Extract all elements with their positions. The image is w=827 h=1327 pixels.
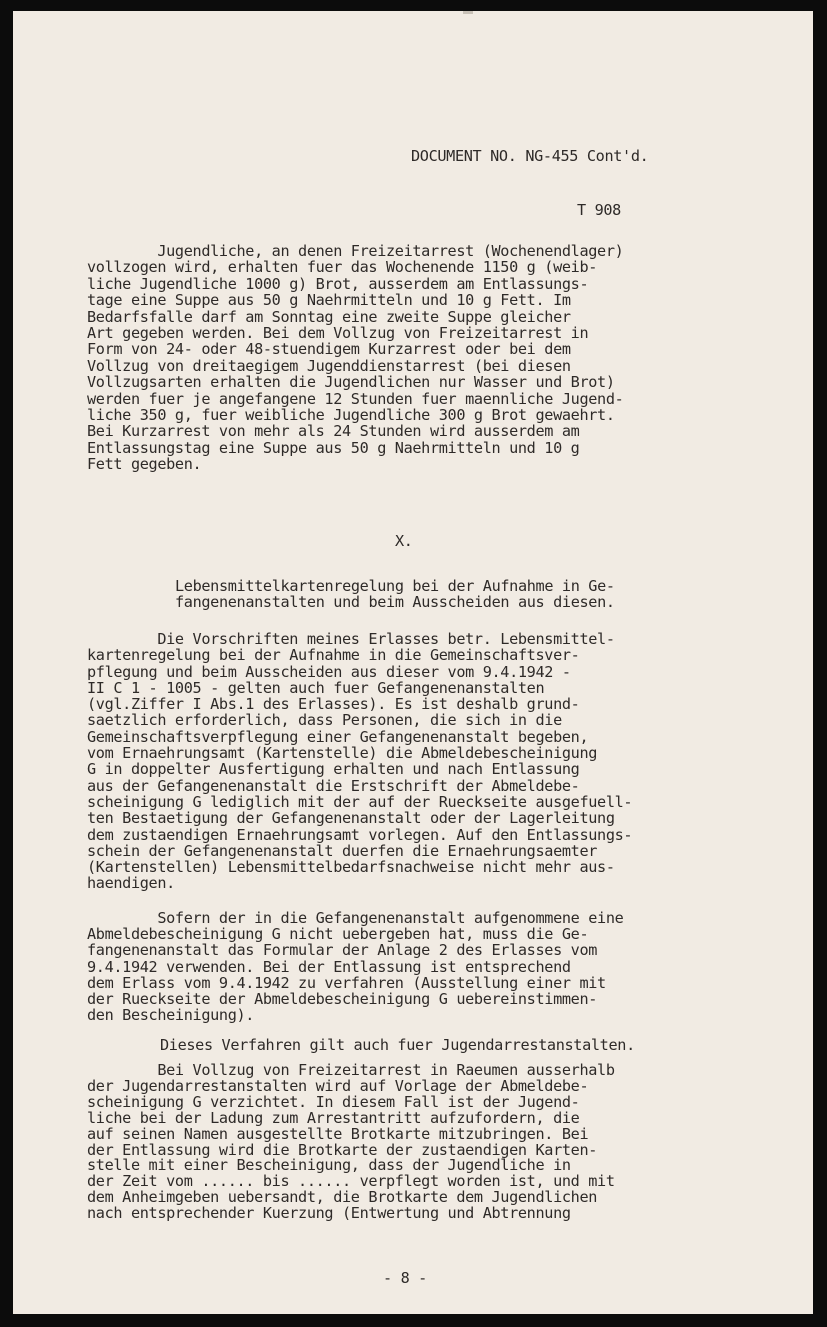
paragraph-ration-card-rules: Die Vorschriften meines Erlasses betr. Lebensmittel- kartenregelung bei der Aufnahme in die Gemeinschaftsver- pflegung und beim Ausscheiden aus dieser vom 9.4.1942 - II C 1 - 1005 - gelten auch fuer Gefangenenanstalten (vgl.Ziffer I Abs.1 des Erlasses). Es ist deshalb grund- saetzlich erforderlich, dass Personen, die sich in die Gemeinschaftsverpflegung einer Gefangenenanstalt begeben, vom Ernaehrungsamt (Kartenstelle) die Abmeldebescheinigung G in doppelter Ausfertigung erhalten und nach Entlassung aus der Gefangenenanstalt die Erstschrift der Abmeldebe- scheinigung G lediglich mit der auf der Rueckseite ausgefuell- ten Bestaetigung der Gefangenenanstalt oder der Lagerleitung dem zustaendigen Ernaehrungsamt vorlegen. Auf den Entlassungs- schein der Gefangenenanstalt duerfen die Ernaehrungsaemter (Kartenstellen) Lebensmittelbedarfsnachweise nicht mehr aus- haendigen. — [87, 630, 633, 893]
page-number: - 8 - — [383, 1269, 427, 1287]
paragraph-youth-rations: Jugendliche, an denen Freizeitarrest (Wochenendlager) vollzogen wird, erhalten fuer das Wochenende 1150 g (weib- liche Jugendliche 1000 g) Brot, ausserdem am Entlassungs- tage eine Suppe aus 50 g Naehrmitteln und 10 g Fett. Im Bedarfsfalle darf am Sonntag eine zweite Suppe gleicher Art gegeben werden. Bei dem Vollzug von Freizeitarrest in Form von 24- oder 48-stuendigem Kurzarrest oder bei dem Vollzug von dreitaegigem Jugenddienstarrest (bei diesen Vollzugsarten erhalten die Jugendlichen nur Wasser und Brot) werden fuer je angefangene 12 Stunden fuer maennliche Jugend- liche 350 g, fuer weibliche Jugendliche 300 g Brot gewaehrt. Bei Kurzarrest von mehr als 24 Stunden wird ausserdem am Entlassungstag eine Suppe aus 50 g Naehrmitteln und 10 g Fett gegeben. — [87, 242, 624, 474]
page-edge-mark — [463, 11, 473, 14]
paragraph-deregistration-certificate: Sofern der in die Gefangenenanstalt aufgenommene eine Abmeldebescheinigung G nicht uebergeben hat, muss die Ge- fangenenanstalt das Formular der Anlage 2 des Erlasses vom 9.4.1942 verwenden. Bei der Entlassung ist entsprechend dem Erlass vom 9.4.1942 zu verfahren (Ausstellung einer mit der Rueckseite der Abmeldebescheinigung G uebereinstimmen- den Bescheinigung). — [87, 909, 624, 1025]
section-heading: Lebensmittelkartenregelung bei der Aufnahme in Ge- fangenenanstalten und beim Ausscheiden aus diesen. — [175, 577, 615, 612]
section-number: X. — [395, 532, 413, 550]
document-reference: T 908 — [577, 201, 621, 219]
document-page — [13, 11, 813, 1314]
paragraph-leisure-detention: Bei Vollzug von Freizeitarrest in Raeumen ausserhalb der Jugendarrestanstalten wird auf Vorlage der Abmeldebe- scheinigung G verzichtet. In diesem Fall ist der Jugend- liche bei der Ladung zum Arrestantritt aufzufordern, die auf seinen Namen ausgestellte Brotkarte mitzubringen. Bei der Entlassung wird die Brotkarte der zustaendigen Karten- stelle mit einer Bescheinigung, dass der Jugendliche in der Zeit vom ...... bis ...... verpflegt worden ist, und mit dem Anheimgeben uebersandt, die Brotkarte dem Jugendlichen nach entsprechender Kuerzung (Entwertung und Abtrennung — [87, 1061, 615, 1223]
document-header: DOCUMENT NO. NG-455 Cont'd. — [411, 147, 649, 165]
paragraph-youth-detention: Dieses Verfahren gilt auch fuer Jugendarrestanstalten. — [160, 1036, 635, 1054]
